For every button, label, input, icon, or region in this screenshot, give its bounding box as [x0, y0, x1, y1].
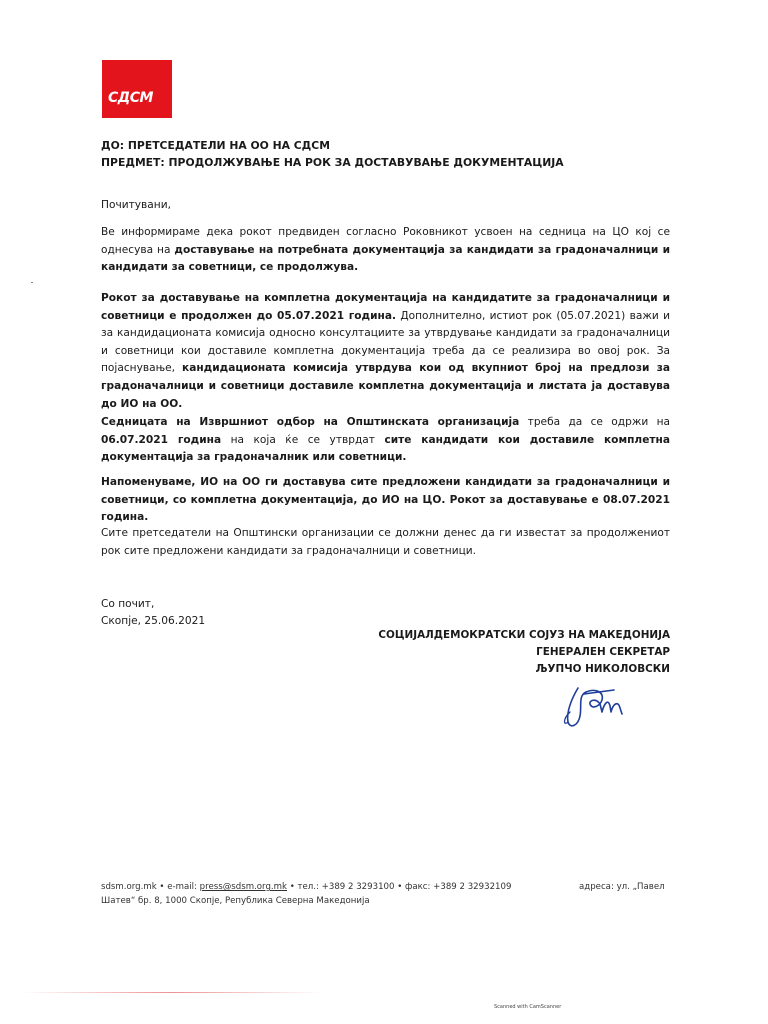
paragraph-4 [101, 474, 670, 527]
paragraph-3-text: треба да се одржи на [519, 416, 671, 428]
paragraph-2 [101, 290, 670, 413]
paragraph-2-bold: Рокот за доставување на комплетна документација на кандидатите за градоначалници и советници е продолжен до 05.07.2021 година. [101, 292, 670, 322]
paragraph-3-text-2: на која ќе се утврдат [221, 433, 385, 446]
closing-salutation: Со почит, [101, 598, 155, 610]
footer-website-label: sdsm.org.mk • e-mail: [101, 882, 200, 892]
paragraph-3 [101, 414, 670, 467]
footer-email-link[interactable]: press@sdsm.org.mk [199, 882, 287, 892]
signature-image [556, 682, 636, 732]
paragraph-3-bold-end: сите кандидати кои доставиле комплетна документација за градоначалник или советници. [101, 433, 670, 464]
paragraph-5-text: Сите претседатели на Општински организации се должни денес да ги известат за продолжениот рок сите предложени кандидати за градоначалници и советници. [101, 527, 670, 557]
logo-text: СДСМ [108, 90, 153, 106]
greeting: Почитувани, [101, 199, 171, 211]
footer-contact-line [101, 882, 511, 892]
paragraph-3-bold: Седницата на Извршниот одбор на Општинската организација [101, 416, 520, 428]
paragraph-4-bold: Напоменуваме, ИО на ОО ги доставува сите предложени кандидати за градоначалници и советници, со комплетна документација, до ИО на ЦО. Рокот за доставување е 08.07.2021 година. [101, 476, 670, 524]
paragraph-1 [101, 224, 670, 277]
paragraph-2-text: Дополнително, истиот рок (05.07.2021) важи и за кандидационата комисија односно консултациите за утврдување кандидати за градоначалници и советници кои доставиле комплетна документација треба да се реализира во овој рок. За појаснување, [101, 309, 670, 375]
signatory-name: ЉУПЧО НИКОЛОВСКИ [535, 663, 670, 675]
paragraph-2-bold-end: кандидационата комисија утврдува кои од вкупниот број на предлози за градоначалници и советници доставиле комплетна документација и листата ја доставува до ИО на ОО. [101, 362, 671, 410]
scan-speck [31, 282, 33, 283]
paragraph-1-text: Ве информираме дека рокот предвиден согласно Роковникот усвоен на седница на ЦО кој се однесува на [101, 226, 670, 256]
organization-name: СОЦИЈАЛДЕМОКРАТСКИ СОЈУЗ НА МАКЕДОНИЈА [378, 629, 670, 641]
subject-line: ПРЕДМЕТ: ПРОДОЛЖУВАЊЕ НА РОК ЗА ДОСТАВУВАЊЕ ДОКУМЕНТАЦИЈА [101, 156, 564, 169]
sdsm-logo [102, 60, 172, 118]
footer-divider [22, 992, 322, 993]
recipient-line: ДО: ПРЕТСЕДАТЕЛИ НА ОО НА СДСМ [101, 139, 330, 152]
paragraph-1-bold: доставување на потребната документација за кандидати за градоначалници и кандидати за советници, се продолжува. [101, 243, 671, 274]
signatory-title: ГЕНЕРАЛЕН СЕКРЕТАР [536, 646, 670, 658]
closing-place-date: Скопје, 25.06.2021 [101, 615, 206, 627]
footer-phone-fax: • тел.: +389 2 3293100 • факс: +389 2 32932109 [286, 882, 512, 892]
scanner-watermark: Scanned with CamScanner [494, 1004, 562, 1010]
paragraph-3-date: 06.07.2021 година [101, 433, 222, 446]
paragraph-5 [101, 525, 670, 560]
footer-address-label: адреса: ул. „Павел [579, 882, 665, 892]
footer-address-line: Шатев“ бр. 8, 1000 Скопје, Република Северна Македонија [101, 896, 370, 906]
